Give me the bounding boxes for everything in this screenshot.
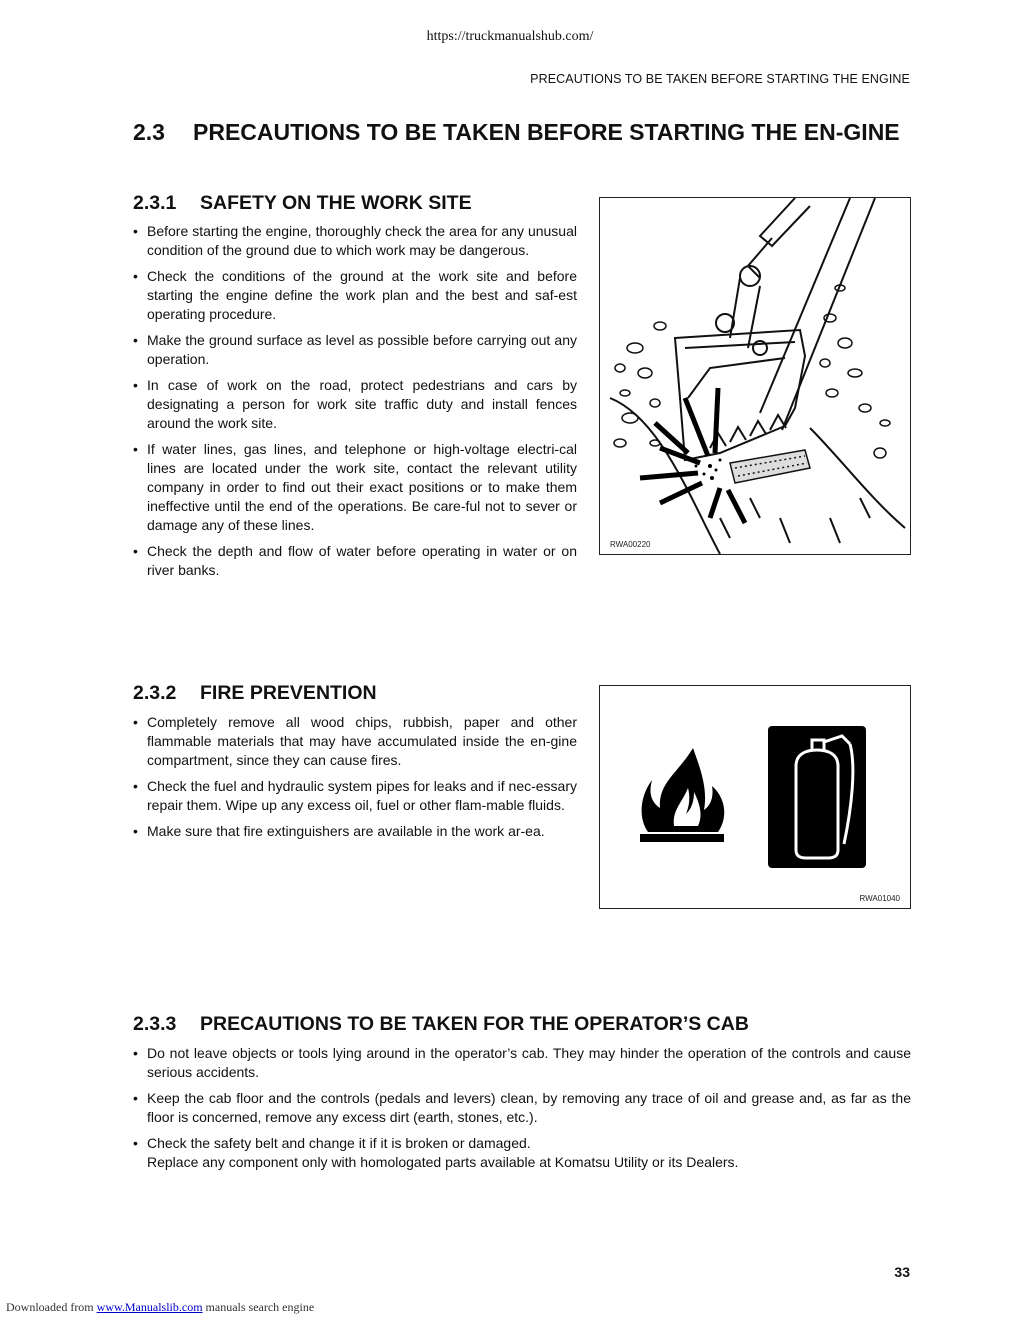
source-url: https://truckmanualshub.com/ xyxy=(426,29,594,44)
list-item: • Before starting the engine, thoroughly check the area for any unusual condition of the ground due to which work may be dangerous. xyxy=(133,222,577,260)
list-item: • Completely remove all wood chips, rubbish, paper and other flammable materials that may have accumulated inside the en-gine compartment, since they can cause fires. xyxy=(133,713,577,770)
list-item: • Check the depth and flow of water before operating in water or on river banks. xyxy=(133,542,577,580)
list-item-text: Check the safety belt and change it if it is broken or damaged. xyxy=(147,1135,531,1151)
subsection-number: 2.3.1 xyxy=(133,192,177,214)
page-number: 33 xyxy=(894,1264,910,1280)
list-item-note: Replace any component only with homologated parts available at Komatsu Utility or its Dealers. xyxy=(147,1154,739,1170)
excavator-figure xyxy=(599,197,911,555)
fire-prevention-list xyxy=(133,713,577,848)
section-number: 2.3 xyxy=(133,119,165,145)
subsection-heading-2-3-3 xyxy=(133,1012,911,1036)
subsection-title: PRECAUTIONS TO BE TAKEN FOR THE OPERATOR’S CAB xyxy=(200,1013,749,1035)
fire-extinguisher-icon xyxy=(768,726,866,868)
download-footer xyxy=(6,1300,314,1315)
figure-code: RWA01040 xyxy=(859,894,900,903)
list-item: • Keep the cab floor and the controls (pedals and levers) clean, by removing any trace of oil and grease and, as far as the floor is concerned, remove any excess dirt (earth, stones, etc.). xyxy=(133,1089,911,1127)
subsection-heading-2-3-2 xyxy=(133,681,593,705)
work-site-list xyxy=(133,222,577,587)
manualslib-link[interactable]: www.Manualslib.com xyxy=(96,1300,203,1314)
subsection-title: SAFETY ON THE WORK SITE xyxy=(200,192,472,214)
running-head: PRECAUTIONS TO BE TAKEN BEFORE STARTING THE ENGINE xyxy=(530,72,910,86)
flame-icon xyxy=(638,748,728,848)
subsection-title: FIRE PREVENTION xyxy=(200,682,377,704)
section-title: PRECAUTIONS TO BE TAKEN BEFORE STARTING THE EN-GINE xyxy=(193,119,900,145)
list-item: • Make the ground surface as level as possible before carrying out any operation. xyxy=(133,331,577,369)
subsection-number: 2.3.3 xyxy=(133,1013,177,1035)
footer-suffix: manuals search engine xyxy=(205,1300,315,1314)
subsection-number: 2.3.2 xyxy=(133,682,177,704)
section-heading xyxy=(133,117,923,177)
list-item: • Check the conditions of the ground at the work site and before starting the engine define the work plan and the best and saf-est operating procedure. xyxy=(133,267,577,324)
list-item: • Check the fuel and hydraulic system pipes for leaks and if nec-essary repair them. Wipe up any excess oil, fuel or other flam-mable fluids. xyxy=(133,777,577,815)
list-item: • In case of work on the road, protect pedestrians and cars by designating a person for work site traffic duty and install fences around the work site. xyxy=(133,376,577,433)
list-item: • Make sure that fire extinguishers are available in the work ar-ea. xyxy=(133,822,577,841)
excavator-bucket-illustration xyxy=(600,198,910,554)
list-item: • If water lines, gas lines, and telephone or high-voltage electri-cal lines are located under the work site, contact the relevant utility company in order to find out their exact positions or to make them ineffective until the end of the operations. Be care-ful not to sever or damage any of these lines. xyxy=(133,440,577,535)
list-item: • Do not leave objects or tools lying around in the operator’s cab. They may hinder the operation of the controls and cause serious accidents. xyxy=(133,1044,911,1082)
footer-prefix: Downloaded from xyxy=(6,1300,94,1314)
figure-code: RWA00220 xyxy=(610,540,651,549)
subsection-heading-2-3-1 xyxy=(133,191,593,215)
operator-cab-list xyxy=(133,1044,911,1172)
fire-figure xyxy=(599,685,911,909)
list-item xyxy=(133,1134,911,1172)
